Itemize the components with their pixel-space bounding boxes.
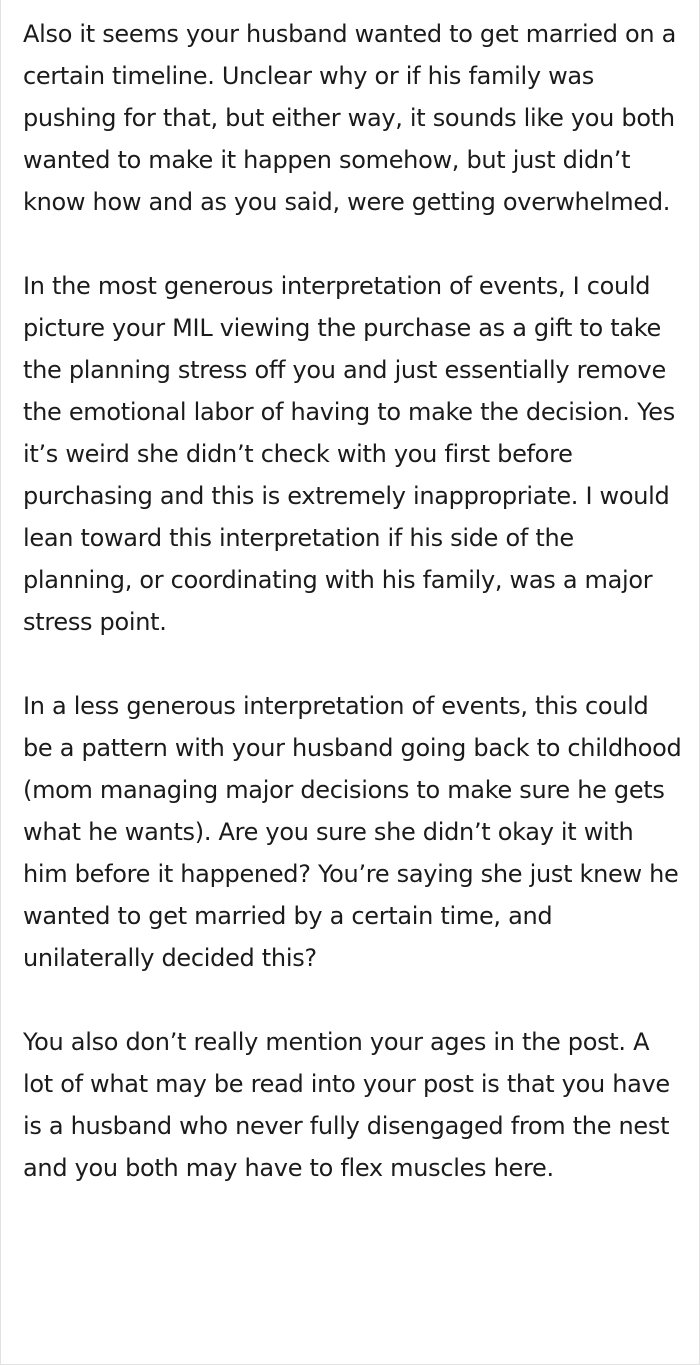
comment-paragraph-4: You also don’t really mention your ages in the post. A lot of what may be read into your post is that you have is a husband who never fully disengaged from the nest and you both may have to flex muscles here. [23,1028,670,1182]
comment-body [23,13,683,1189]
comment-paragraph-2: In the most generous interpretation of events, I could picture your MIL viewing the purchase as a gift to take the planning stress off you and just essentially remove the emotional labor of having to make the decision. Yes it’s weird she didn’t check with you first before purchasing and this is extremely inappropriate. I would lean toward this interpretation if his side of the planning, or coordinating with his family, was a major stress point. [23,272,675,636]
comment-paragraph-1: Also it seems your husband wanted to get married on a certain timeline. Unclear why or if his family was pushing for that, but either way, it sounds like you both wanted to make it happen somehow, but just didn’t know how and as you said, were getting overwhelmed. [23,20,677,216]
comment-paragraph-3: In a less generous interpretation of events, this could be a pattern with your husband going back to childhood (mom managing major decisions to make sure he gets what he wants). Are you sure she didn’t okay it with him before it happened? You’re saying she just knew he wanted to get married by a certain time, and unilaterally decided this? [23,692,682,972]
